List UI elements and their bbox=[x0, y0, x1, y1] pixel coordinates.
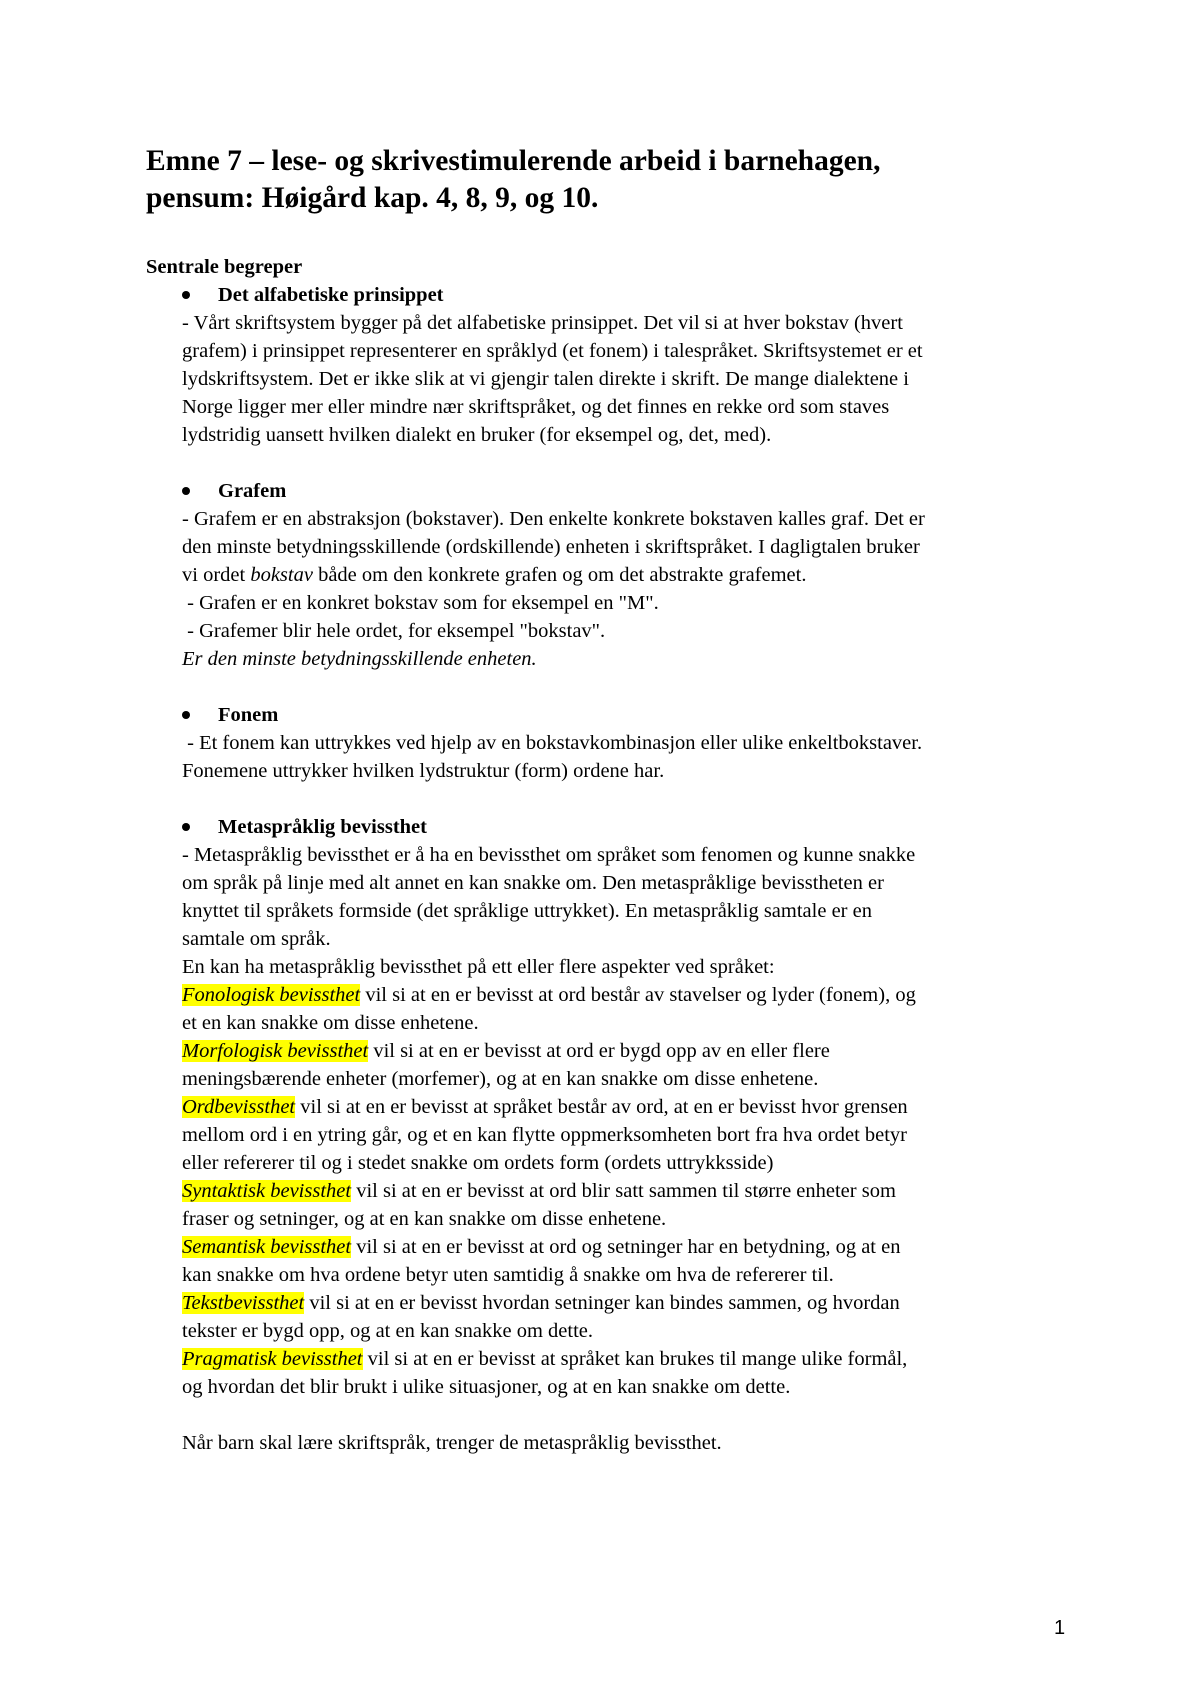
text-line: fraser og setninger, og at en kan snakke om disse enhetene. bbox=[182, 1208, 667, 1230]
term-heading-label: Det alfabetiske prinsippet bbox=[218, 284, 444, 306]
highlighted-term: Syntaktisk bevissthet bbox=[182, 1180, 352, 1202]
spacer bbox=[146, 673, 1106, 701]
text-fragment: både om den konkrete grafen og om det abstrakte grafemet. bbox=[312, 564, 807, 586]
term-body-alfabetiske-prinsippet bbox=[146, 309, 1106, 449]
text-line: og hvordan det blir brukt i ulike situasjoner, og at en kan snakke om dette. bbox=[182, 1376, 791, 1398]
spacer bbox=[146, 449, 1106, 477]
awareness-line-morfologisk bbox=[182, 1037, 1106, 1065]
document-title bbox=[146, 143, 1106, 217]
text-line: om språk på linje med alt annet en kan snakke om. Den metaspråklige bevisstheten er bbox=[182, 872, 884, 894]
highlighted-term: Morfologisk bevissthet bbox=[182, 1040, 369, 1062]
bullet-icon bbox=[182, 823, 190, 831]
term-heading-label: Metaspråklig bevissthet bbox=[218, 816, 427, 838]
text-line: samtale om språk. bbox=[182, 928, 331, 950]
text-line: - Et fonem kan uttrykkes ved hjelp av en bokstavkombinasjon eller ulike enkeltbokstaver. bbox=[182, 732, 923, 754]
text-line: den minste betydningsskillende (ordskillende) enheten i skriftspråket. I dagligtalen bruker bbox=[182, 536, 920, 558]
bullet-icon bbox=[182, 711, 190, 719]
page-number: 1 bbox=[1054, 1617, 1066, 1639]
term-heading-fonem bbox=[146, 701, 1106, 729]
term-heading-grafem bbox=[146, 477, 1106, 505]
text-line: - Grafem er en abstraksjon (bokstaver). Den enkelte konkrete bokstaven kalles graf. Det er bbox=[182, 508, 925, 530]
bullet-icon bbox=[182, 487, 190, 495]
awareness-line-ordbevissthet bbox=[182, 1093, 1106, 1121]
awareness-line-pragmatisk bbox=[182, 1345, 1106, 1373]
awareness-line-tekstbevissthet bbox=[182, 1289, 1106, 1317]
term-body-grafem bbox=[146, 505, 1106, 673]
text-fragment: vil si at en er bevisst at ord blir satt sammen til større enheter som bbox=[351, 1180, 896, 1202]
awareness-line-syntaktisk bbox=[182, 1177, 1106, 1205]
text-fragment: vi ordet bbox=[182, 564, 251, 586]
term-heading-label: Grafem bbox=[218, 480, 287, 502]
text-line: mellom ord i en ytring går, og et en kan flytte oppmerksomheten bort fra hva ordet betyr bbox=[182, 1124, 908, 1146]
section-heading: Sentrale begreper bbox=[146, 256, 303, 278]
text-line bbox=[182, 561, 1106, 589]
title-line-2: pensum: Høigård kap. 4, 8, 9, og 10. bbox=[146, 182, 599, 214]
text-line: lydstridig uansett hvilken dialekt en bruker (for eksempel og, det, med). bbox=[182, 424, 772, 446]
text-line: knyttet til språkets formside (det språklige uttrykket). En metaspråklig samtale er en bbox=[182, 900, 872, 922]
text-fragment: vil si at en er bevisst at språket består av ord, at en er bevisst hvor grensen bbox=[295, 1096, 908, 1118]
italic-summary-line: Er den minste betydningsskillende enheten. bbox=[182, 648, 537, 670]
text-fragment: vil si at en er bevisst at ord er bygd opp av en eller flere bbox=[368, 1040, 830, 1062]
text-line: Norge ligger mer eller mindre nær skriftspråket, og det finnes en rekke ord som staves bbox=[182, 396, 890, 418]
text-line: - Metaspråklig bevissthet er å ha en bevissthet om språket som fenomen og kunne snakke bbox=[182, 844, 916, 866]
text-line: - Vårt skriftsystem bygger på det alfabetiske prinsippet. Det vil si at hver bokstav (hvert bbox=[182, 312, 903, 334]
highlighted-term: Fonologisk bevissthet bbox=[182, 984, 361, 1006]
spacer bbox=[182, 1401, 1106, 1429]
text-line: - Grafen er en konkret bokstav som for eksempel en "M". bbox=[182, 592, 659, 614]
text-line: meningsbærende enheter (morfemer), og at en kan snakke om disse enhetene. bbox=[182, 1068, 819, 1090]
text-line: lydskriftsystem. Det er ikke slik at vi gjengir talen direkte i skrift. De mange dialektene i bbox=[182, 368, 909, 390]
text-fragment: vil si at en er bevisst at språket kan brukes til mange ulike formål, bbox=[362, 1348, 908, 1370]
text-line: Fonemene uttrykker hvilken lydstruktur (form) ordene har. bbox=[182, 760, 665, 782]
text-fragment: vil si at en er bevisst at ord består av stavelser og lyder (fonem), og bbox=[360, 984, 916, 1006]
closing-line: Når barn skal lære skriftspråk, trenger de metaspråklig bevissthet. bbox=[182, 1432, 722, 1454]
title-line-1: Emne 7 – lese- og skrivestimulerende arbeid i barnehagen, bbox=[146, 145, 881, 177]
highlighted-term: Pragmatisk bevissthet bbox=[182, 1348, 363, 1370]
text-fragment: vil si at en er bevisst hvordan setninger kan bindes sammen, og hvordan bbox=[304, 1292, 900, 1314]
text-line: kan snakke om hva ordene betyr uten samtidig å snakke om hva de refererer til. bbox=[182, 1264, 834, 1286]
text-line: En kan ha metaspråklig bevissthet på ett eller flere aspekter ved språket: bbox=[182, 956, 775, 978]
term-body-fonem bbox=[146, 729, 1106, 785]
term-heading-metasprakelig-bevissthet bbox=[146, 813, 1106, 841]
awareness-line-semantisk bbox=[182, 1233, 1106, 1261]
text-line: eller refererer til og i stedet snakke om ordets form (ordets uttrykksside) bbox=[182, 1152, 774, 1174]
document-body bbox=[146, 253, 1106, 1457]
highlighted-term: Semantisk bevissthet bbox=[182, 1236, 352, 1258]
term-heading-label: Fonem bbox=[218, 704, 279, 726]
text-line: et en kan snakke om disse enhetene. bbox=[182, 1012, 479, 1034]
term-heading-alfabetiske-prinsippet bbox=[146, 281, 1106, 309]
text-line: grafem) i prinsippet representerer en språklyd (et fonem) i talespråket. Skriftsystemet er et bbox=[182, 340, 923, 362]
term-body-metasprakelig-bevissthet bbox=[146, 841, 1106, 1457]
text-line: - Grafemer blir hele ordet, for eksempel "bokstav". bbox=[182, 620, 606, 642]
text-line: tekster er bygd opp, og at en kan snakke om dette. bbox=[182, 1320, 594, 1342]
highlighted-term: Ordbevissthet bbox=[182, 1096, 296, 1118]
text-fragment: vil si at en er bevisst at ord og setninger har en betydning, og at en bbox=[351, 1236, 901, 1258]
awareness-line-fonologisk bbox=[182, 981, 1106, 1009]
italic-word: bokstav bbox=[250, 564, 313, 586]
highlighted-term: Tekstbevissthet bbox=[182, 1292, 305, 1314]
spacer bbox=[146, 785, 1106, 813]
bullet-icon bbox=[182, 291, 190, 299]
